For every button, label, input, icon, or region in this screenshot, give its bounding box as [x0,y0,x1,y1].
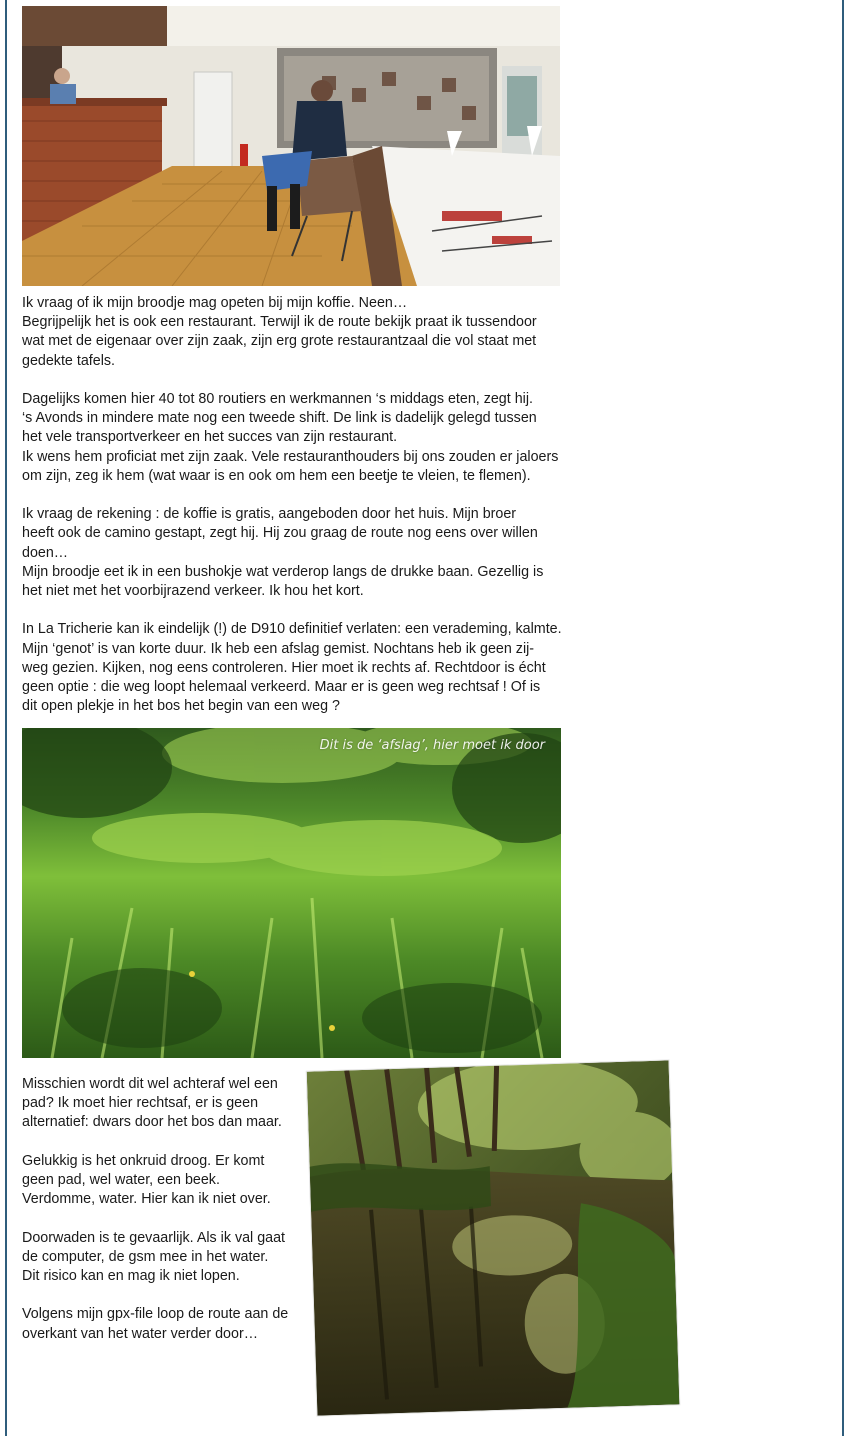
paragraph [22,1229,307,1287]
text-line: doen… [22,544,69,561]
text-line: de computer, de gsm mee in het water. [22,1248,269,1265]
text-line: Begrijpelijk het is ook een restaurant. Terwijl ik de route bekijk praat ik tussendoor [22,314,537,331]
text-line: ‘s Avonds in mindere mate nog een tweede shift. De link is dadelijk gelegd tussen [22,410,537,427]
text-line: Doorwaden is te gevaarlijk. Als ik val gaat [22,1229,286,1246]
text-line: Mijn ‘genot’ is van korte duur. Ik heb een afslag gemist. Nochtans heb ik geen zij- [22,640,535,657]
text-line: Misschien wordt dit wel achteraf wel een [22,1076,278,1092]
text-line: Dit risico kan en mag ik niet lopen. [22,1268,240,1284]
text-line: alternatief: dwars door het bos dan maar. [22,1114,282,1131]
paragraph [22,390,567,486]
text-line: Verdomme, water. Hier kan ik niet over. [22,1191,271,1208]
text-line: Volgens mijn gpx-file loop de route aan de [22,1306,289,1323]
text-line: Ik vraag of ik mijn broodje mag opeten bij mijn koffie. Neen… [22,295,408,311]
text-line: geen optie : die weg loopt helemaal verkeerd. Maar er is geen weg rechtsaf ! Of is [22,679,541,696]
paragraph [22,294,567,371]
paragraph [22,1152,307,1210]
text-line: In La Tricherie kan ik eindelijk (!) de D910 definitief verlaten: een verademing, kalmte. [22,621,562,638]
text-line: dit open plekje in het bos het begin van een weg ? [22,698,340,715]
text-line: Gelukkig is het onkruid droog. Er komt [22,1152,265,1169]
article-text [22,294,567,716]
text-line: om zijn, zeg ik hem (wat waar is en ook om hem een beetje te vleien, te flemen). [22,467,531,484]
page-border-left [5,0,7,1436]
text-line: overkant van het water verder door… [22,1325,259,1342]
paragraph [22,1075,307,1133]
paragraph [22,1305,307,1343]
paragraph [22,505,567,601]
page-border-right [842,0,844,1436]
side-text [22,1075,307,1344]
forest-creek-photo [307,1060,680,1415]
text-line: Dagelijks komen hier 40 tot 80 routiers en werkmannen ‘s middags eten, zegt hij. [22,391,533,407]
text-line: het niet met het voorbijrazend verkeer. Ik hou het kort. [22,583,364,600]
text-line: gedekte tafels. [22,352,115,369]
overgrown-meadow-photo [22,728,561,1058]
text-line: wat met de eigenaar over zijn zaak, zijn erg grote restaurantzaal die vol staat met [22,333,537,350]
text-line: het vele transportverkeer en het succes van zijn restaurant. [22,429,398,446]
text-line: geen pad, wel water, een beek. [22,1172,220,1188]
text-line: pad? Ik moet hier rechtsaf, er is geen [22,1095,259,1112]
forest-creek-photo-frame [307,1060,680,1415]
text-line: Ik vraag de rekening : de koffie is gratis, aangeboden door het huis. Mijn broer [22,506,517,523]
photo-caption: Dit is de ‘afslag’, hier moet ik door [319,738,545,753]
text-line: Mijn broodje eet ik in een bushokje wat verderop langs de drukke baan. Gezellig is [22,563,544,580]
paragraph [22,620,567,716]
text-line: Ik wens hem proficiat met zijn zaak. Vele restauranthouders bij ons zouden er jaloers [22,448,559,465]
restaurant-interior-photo [22,6,560,286]
text-line: heeft ook de camino gestapt, zegt hij. Hij zou graag de route nog eens over willen [22,525,538,542]
text-line: weg gezien. Kijken, nog eens controleren. Hier moet ik rechts af. Rechtdoor is écht [22,659,546,676]
